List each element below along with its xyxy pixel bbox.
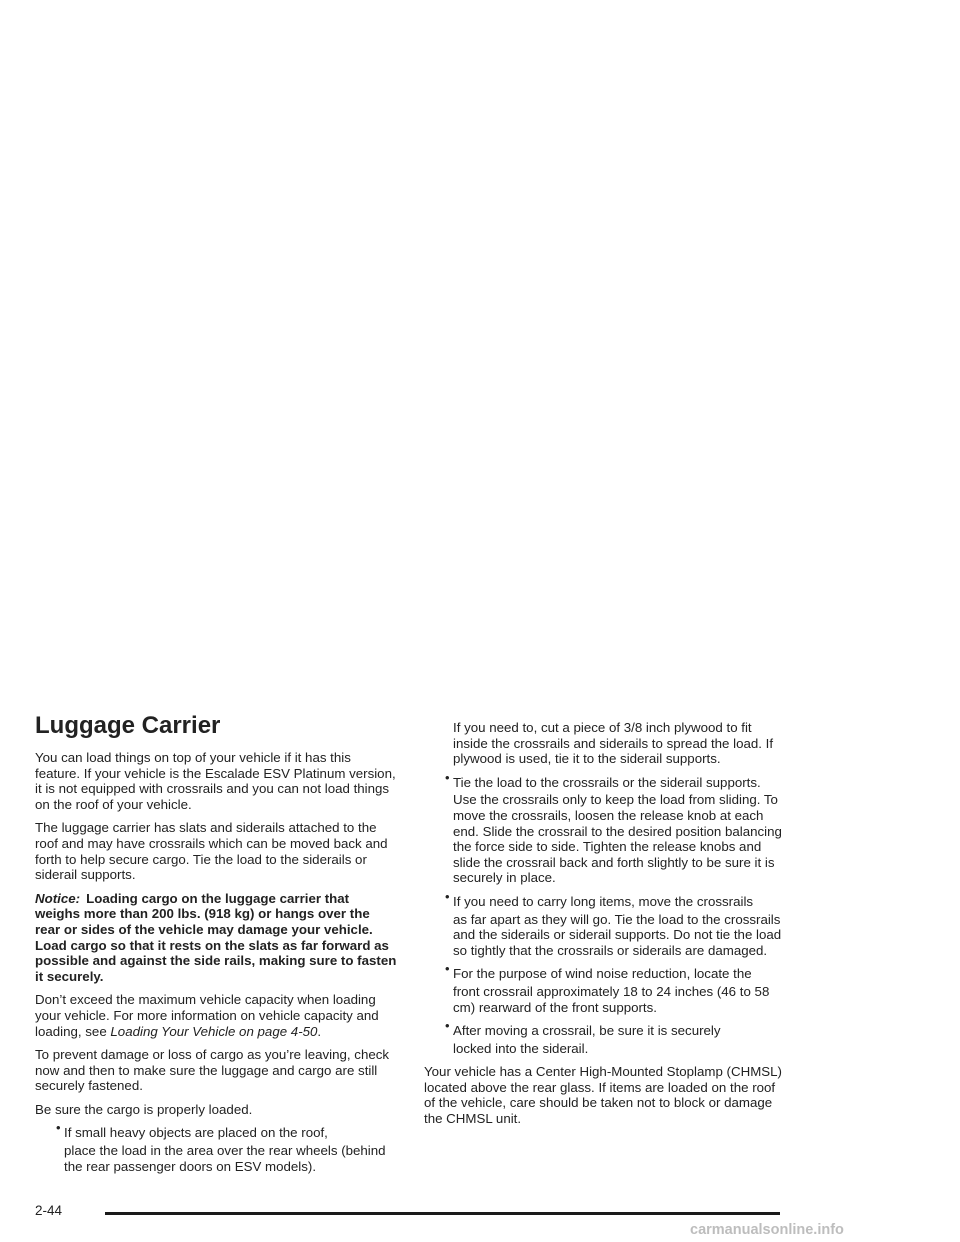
bullet-first-line: For the purpose of wind noise reduction, locate the (453, 966, 752, 982)
list-item (424, 769, 789, 886)
bullet-icon: • (445, 961, 450, 977)
bullet-first-line: Tie the load to the crossrails or the siderail supports. (453, 774, 761, 790)
right-column (424, 720, 789, 1135)
watermark: carmanualsonline.info (690, 1222, 844, 1238)
bullet-text: place the load in the area over the rear wheels (behind the rear passenger doors on ESV models). (64, 1143, 386, 1174)
list-item (35, 1120, 397, 1174)
check-cargo-paragraph: To prevent damage or loss of cargo as you’re leaving, check now and then to make sure the luggage and cargo are still securely fastened. (35, 1047, 390, 1094)
bullet-text: locked into the siderail. (453, 1040, 589, 1056)
notice-label: Notice: (35, 890, 81, 906)
capacity-text: Don’t exceed the maximum vehicle capacity when loading your vehicle. For more information on vehicle capacity and loading, see (35, 992, 379, 1039)
capacity-text-end: . (317, 1023, 322, 1039)
left-column (35, 712, 397, 1182)
footer-divider (105, 1212, 780, 1215)
list-item (424, 888, 789, 958)
chmsl-paragraph: Your vehicle has a Center High-Mounted Stoplamp (CHMSL) located above the rear glass. If items are loaded on the roof of the vehicle, care should be taken not to block or damage the CHMSL unit. (424, 1064, 782, 1127)
page-number: 2-44 (35, 1203, 63, 1218)
notice-text: Loading cargo on the luggage carrier that weighs more than 200 lbs. (918 kg) or hangs over the rear or sides of the vehicle may damage your vehicle. Load cargo so that it rests on the slats as far forward as possible and against the side rails, making sure to fasten it securely. (35, 890, 397, 984)
bullet-icon: • (445, 888, 450, 904)
intro-paragraph: You can load things on top of your vehicle if it has this feature. If your vehicle is the Escalade ESV Platinum version, it is not equipped with crossrails and you can not load things on the roof of your vehicle. (35, 750, 396, 812)
bullet-icon: • (56, 1120, 61, 1136)
bullet-first-line: If you need to carry long items, move the crossrails (453, 893, 754, 909)
bullet-icon: • (445, 1018, 450, 1034)
list-item (424, 961, 789, 1015)
bullet-first-line: If small heavy objects are placed on the roof, (64, 1125, 328, 1141)
notice-paragraph (35, 891, 397, 985)
bullet-continuation: If you need to, cut a piece of 3/8 inch plywood to fit inside the crossrails and siderails to spread the load. If plywood is used, tie it to the siderail supports. (453, 720, 774, 767)
page-title: Luggage Carrier (35, 712, 221, 739)
bullet-text: as far apart as they will go. Tie the load to the crossrails and the siderails or siderail supports. Do not tie the load so tightly that the crossrails or siderails are damaged. (453, 911, 782, 958)
bullet-icon: • (445, 769, 450, 785)
bullet-text: front crossrail approximately 18 to 24 inches (46 to 58 cm) rearward of the front supports. (453, 983, 770, 1015)
cross-reference-link[interactable]: Loading Your Vehicle on page 4-50 (110, 1023, 318, 1039)
list-item (424, 1018, 789, 1056)
bullet-first-line: After moving a crossrail, be sure it is securely (453, 1023, 721, 1039)
capacity-paragraph (35, 992, 397, 1039)
carrier-description-paragraph: The luggage carrier has slats and siderails attached to the roof and may have crossrails which can be moved back and forth to help secure cargo. Tie the load to the siderails or siderail supports. (35, 820, 388, 883)
bullet-text: Use the crossrails only to keep the load from sliding. To move the crossrails, loosen the release knob at each end. Slide the crossrail to the desired position balancing the force side to side. Tighten the release knobs and slide the crossrail back and forth slightly to be sure it is securely in place. (453, 792, 782, 886)
properly-loaded-paragraph: Be sure the cargo is properly loaded. (35, 1101, 253, 1117)
